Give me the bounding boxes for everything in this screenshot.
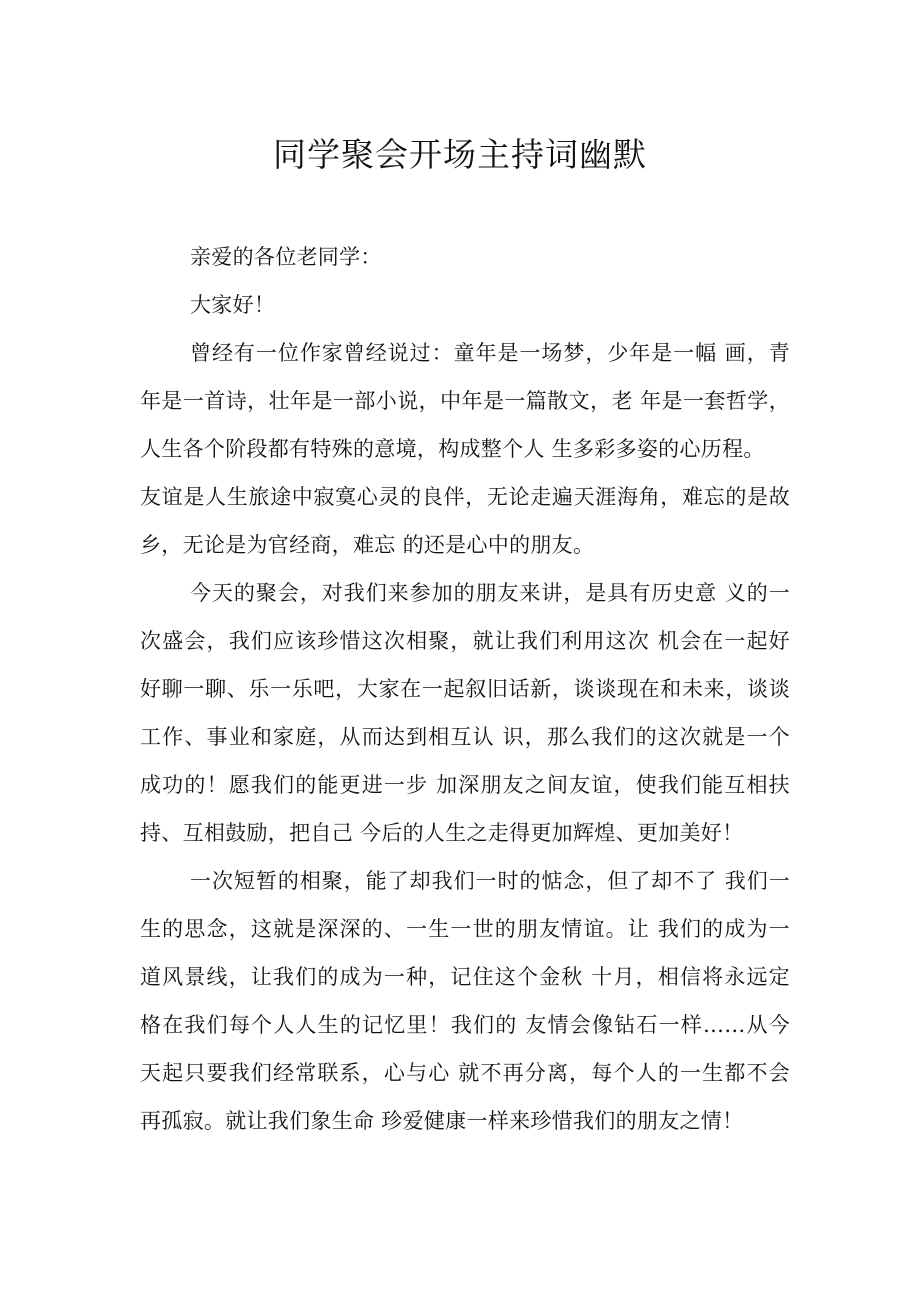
body-text-line: 友谊是人生旅途中寂寞心灵的良伴，无论走遍天涯海角，难忘的是故	[140, 485, 790, 509]
body-text-line: 年是一首诗，壮年是一部小说，中年是一篇散文，老 年是一套哲学，	[140, 389, 790, 413]
body-text-line: 一次短暂的相聚，能了却我们一时的惦念，但了却不了 我们一	[190, 869, 790, 893]
body-text-line: 亲爱的各位老同学：	[190, 245, 382, 269]
body-text-line: 成功的！愿我们的能更进一步 加深朋友之间友谊，使我们能互相扶	[140, 773, 790, 797]
body-text-line: 格在我们每个人人生的记忆里！我们的 友情会像钻石一样……从今	[140, 1013, 790, 1037]
document-body	[140, 233, 790, 1145]
body-text-line: 天起只要我们经常联系，心与心 就不再分离，每个人的一生都不会	[140, 1061, 790, 1085]
body-text-line: 工作、事业和家庭，从而达到相互认 识，那么我们的这次就是一个	[140, 725, 790, 749]
body-text-line: 生的思念，这就是深深的、一生一世的朋友情谊。让 我们的成为一	[140, 917, 790, 941]
document-title: 同学聚会开场主持词幽默	[273, 135, 647, 174]
body-text-line: 持、互相鼓励，把自己 今后的人生之走得更加辉煌、更加美好！	[140, 821, 744, 845]
body-text-line: 大家好！	[190, 293, 276, 317]
body-text-line: 今天的聚会，对我们来参加的朋友来讲，是具有历史意 义的一	[190, 581, 790, 605]
body-text-line: 曾经有一位作家曾经说过：童年是一场梦，少年是一幅 画，青	[190, 341, 790, 365]
body-text-line: 次盛会，我们应该珍惜这次相聚，就让我们利用这次 机会在一起好	[140, 629, 790, 653]
body-text-line: 再孤寂。就让我们象生命 珍爱健康一样来珍惜我们的朋友之情！	[140, 1109, 744, 1133]
body-text-line: 乡，无论是为官经商，难忘 的还是心中的朋友。	[140, 533, 595, 557]
body-text-line: 道风景线，让我们的成为一种，记住这个金秋 十月，相信将永远定	[140, 965, 790, 989]
body-text-line: 人生各个阶段都有特殊的意境，构成整个人 生多彩多姿的心历程。	[140, 437, 765, 461]
body-text-line: 好聊一聊、乐一乐吧，大家在一起叙旧话新，谈谈现在和未来，谈谈	[140, 677, 790, 701]
